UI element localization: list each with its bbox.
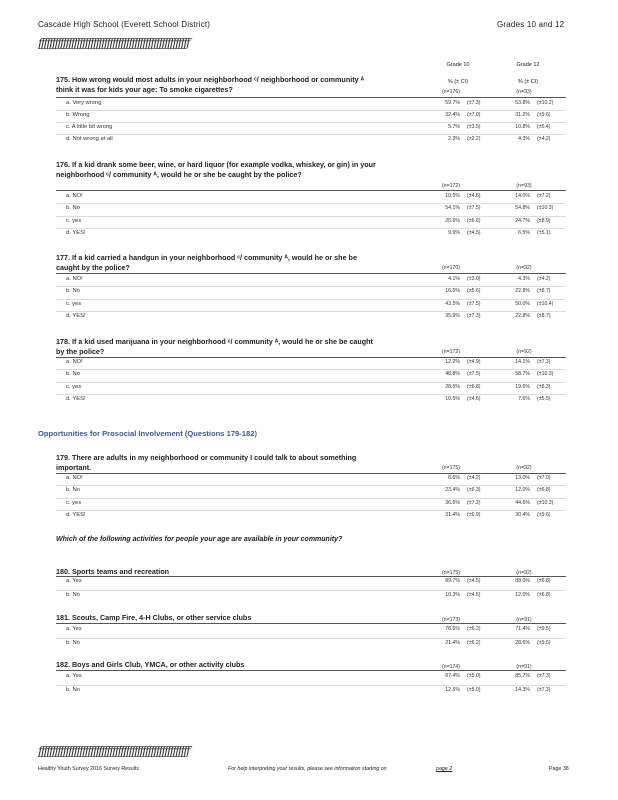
percent-grade10: 2.3% (448, 136, 460, 142)
sample-size-grade10: (n=172) (441, 349, 461, 355)
grade10-ci-header: % (± CI) (447, 79, 469, 85)
percent-grade12: 6.5% (518, 230, 530, 236)
answer-option-label: d. YES! (66, 230, 86, 236)
divider (56, 357, 566, 358)
percent-grade12: 22.8% (515, 313, 530, 319)
answer-option-label: b. No (66, 687, 80, 693)
section-heading: Opportunities for Prosocial Involvement (Questions 179-182) (38, 429, 258, 438)
percent-grade12: 58.7% (515, 371, 530, 377)
ci-grade12: (±7.3) (537, 673, 551, 679)
question-text: 177. If a kid carried a handgun in your neighborhood ᶜ/ community ᴬ, would he or she be caught by the police? (56, 253, 357, 272)
sample-size-grade12: (n=91) (516, 664, 532, 670)
ci-grade10: (±7.0) (467, 112, 481, 118)
percent-grade10: 54.1% (445, 205, 460, 211)
sample-size-grade12: (n=92) (516, 265, 532, 271)
divider (56, 623, 566, 624)
ci-grade12: (±6.4) (537, 124, 551, 130)
percent-grade12: 22.8% (515, 288, 530, 294)
ci-grade12: (±6.8) (537, 578, 551, 584)
percent-grade10: 32.4% (445, 112, 460, 118)
percent-grade12: 31.2% (515, 112, 530, 118)
divider (56, 97, 566, 98)
percent-grade12: 44.6% (515, 500, 530, 506)
percent-grade12: 24.7% (515, 218, 530, 224)
row-separator (56, 299, 566, 300)
answer-option-label: a. Yes (66, 626, 82, 632)
ci-grade10: (±6.8) (467, 384, 481, 390)
answer-option-label: a. Very wrong (66, 100, 102, 106)
percent-grade12: 12.0% (515, 487, 530, 493)
sample-size-grade12: (n=92) (516, 570, 532, 576)
percent-grade10: 59.7% (445, 100, 460, 106)
ci-grade10: (±5.0) (467, 673, 481, 679)
row-separator (56, 216, 566, 217)
footer-survey-name: Healthy Youth Survey 2016 Survey Results (38, 766, 139, 772)
ci-grade12: (±10.3) (537, 371, 554, 377)
sample-size-grade10: (n=173) (441, 617, 461, 623)
ci-grade12: (±6.8) (537, 487, 551, 493)
ci-grade10: (±5.0) (467, 687, 481, 693)
row-separator (56, 203, 566, 204)
percent-grade10: 36.6% (445, 500, 460, 506)
percent-grade12: 4.3% (518, 276, 530, 282)
ci-grade12: (±6.8) (537, 592, 551, 598)
answer-option-label: d. Not wrong at all (66, 136, 113, 142)
percent-grade10: 4.1% (448, 276, 460, 282)
question-text: 178. If a kid used marijuana in your neighborhood ᶜ/ community ᴬ, would he or she be caught by the police? (56, 337, 373, 356)
ci-grade10: (±4.5) (467, 578, 481, 584)
ci-grade10: (±7.3) (467, 313, 481, 319)
ci-grade12: (±7.3) (537, 359, 551, 365)
ci-grade12: (±8.9) (537, 218, 551, 224)
percent-grade12: 30.4% (515, 512, 530, 518)
percent-grade12: 19.6% (515, 384, 530, 390)
grade12-ci-header: % (± CI) (517, 79, 539, 85)
row-separator (56, 110, 566, 111)
question-text: 182. Boys and Girls Club, YMCA, or other activity clubs (56, 660, 245, 669)
answer-option-label: c. A little bit wrong (66, 124, 113, 130)
percent-grade10: 16.5% (445, 288, 460, 294)
percent-grade12: 85.7% (515, 673, 530, 679)
percent-grade12: 71.4% (515, 626, 530, 632)
row-separator (56, 286, 566, 287)
ci-grade10: (±5.6) (467, 288, 481, 294)
percent-grade10: 78.6% (445, 626, 460, 632)
ci-grade10: (±7.3) (467, 100, 481, 106)
ci-grade10: (±3.0) (467, 276, 481, 282)
footer-page-link[interactable]: page 2 (436, 766, 453, 772)
ci-grade10: (±4.9) (467, 359, 481, 365)
sample-size-grade12: (n=93) (516, 89, 532, 95)
footer-help-text: For help interpreting your results, please see information starting on (228, 766, 387, 772)
percent-grade10: 10.5% (445, 193, 460, 199)
footer-page-number: Page 38 (549, 766, 569, 772)
question-text: 176. If a kid drank some beer, wine, or hard liquor (for example vodka, whiskey, or gin) in your neighborhood ᶜ/ community ᴬ, would he or she be caught by the police? (56, 160, 376, 179)
ci-grade12: (±8.7) (537, 288, 551, 294)
answer-option-label: a. Yes (66, 578, 82, 584)
answer-option-label: a. Yes (66, 673, 82, 679)
percent-grade10: 89.7% (445, 578, 460, 584)
sample-size-grade10: (n=174) (441, 664, 461, 670)
question-text: 181. Scouts, Camp Fire, 4-H Clubs, or other service clubs (56, 613, 252, 622)
page-header-grades: Grades 10 and 12 (497, 20, 565, 29)
percent-grade10: 23.4% (445, 487, 460, 493)
answer-option-label: b. No (66, 205, 80, 211)
row-separator (56, 638, 566, 639)
ci-grade10: (±7.5) (467, 205, 481, 211)
ci-grade10: (±7.5) (467, 371, 481, 377)
row-separator (56, 122, 566, 123)
ci-grade10: (±6.3) (467, 487, 481, 493)
sample-size-grade12: (n=92) (516, 349, 532, 355)
ci-grade10: (±6.9) (467, 512, 481, 518)
row-separator (56, 394, 566, 395)
sample-size-grade10: (n=172) (441, 183, 461, 189)
row-separator (56, 510, 566, 511)
ci-grade10: (±6.2) (467, 626, 481, 632)
ci-grade12: (±7.0) (537, 475, 551, 481)
percent-grade12: 14.3% (515, 687, 530, 693)
percent-grade10: 9.9% (448, 230, 460, 236)
percent-grade10: 12.2% (445, 359, 460, 365)
answer-option-label: b. No (66, 487, 80, 493)
percent-grade10: 87.4% (445, 673, 460, 679)
answer-option-label: c. yes (66, 218, 82, 224)
row-separator (56, 685, 566, 686)
divider (56, 670, 566, 671)
divider (56, 190, 566, 191)
sample-size-grade10: (n=175) (441, 465, 461, 471)
sample-size-grade12: (n=91) (516, 617, 532, 623)
ci-grade10: (±7.5) (467, 301, 481, 307)
question-text: 179. There are adults in my neighborhood or community I could talk to about something important. (56, 453, 357, 472)
page-header-school: Cascade High School (Everett School District) (38, 20, 211, 29)
percent-grade10: 31.4% (445, 512, 460, 518)
percent-grade10: 10.3% (445, 592, 460, 598)
answer-option-label: a. NO! (66, 193, 83, 199)
question-text: 175. How wrong would most adults in your neighborhood ᶜ/ neighborhood or community ᴬ think it was for kids your age: To smoke cigarettes? (56, 75, 365, 94)
ci-grade10: (±6.2) (467, 640, 481, 646)
sample-size-grade12: (n=92) (516, 465, 532, 471)
ci-grade10: (±7.2) (467, 500, 481, 506)
answer-option-label: d. YES! (66, 396, 86, 402)
ci-grade12: (±10.4) (537, 301, 554, 307)
percent-grade12: 50.0% (515, 301, 530, 307)
ci-grade10: (±4.6) (467, 193, 481, 199)
ci-grade12: (±10.3) (537, 205, 554, 211)
ci-grade12: (±9.6) (537, 512, 551, 518)
ci-grade12: (±7.3) (537, 687, 551, 693)
ci-grade12: (±8.3) (537, 384, 551, 390)
ci-grade10: (±2.2) (467, 136, 481, 142)
divider (56, 473, 566, 474)
ci-grade12: (±9.5) (537, 626, 551, 632)
answer-option-label: b. No (66, 371, 80, 377)
percent-grade12: 88.0% (515, 578, 530, 584)
answer-option-label: c. yes (66, 500, 82, 506)
bottom-rule: ƒƒƒƒƒƒƒƒƒƒƒƒƒƒƒƒƒƒƒƒƒƒƒƒƒƒƒƒƒƒƒƒƒƒƒƒƒƒƒƒƒƒƒƒƒƒƒƒƒƒƒƒƒƒƒ (38, 744, 189, 758)
ci-grade12: (±4.2) (537, 276, 551, 282)
percent-grade10: 25.6% (445, 218, 460, 224)
sample-size-grade10: (n=170) (441, 265, 461, 271)
percent-grade10: 21.4% (445, 640, 460, 646)
sample-size-grade10: (n=175) (441, 570, 461, 576)
ci-grade10: (±3.5) (467, 124, 481, 130)
row-separator (56, 311, 566, 312)
activities-prompt: Which of the following activities for people your age are available in your community? (56, 536, 343, 543)
row-separator (56, 228, 566, 229)
grade12-header: Grade 12 (516, 62, 540, 68)
answer-option-label: d. YES! (66, 512, 86, 518)
percent-grade12: 28.6% (515, 640, 530, 646)
percent-grade12: 12.0% (515, 592, 530, 598)
percent-grade12: 10.8% (515, 124, 530, 130)
answer-option-label: b. No (66, 288, 80, 294)
sample-size-grade12: (n=93) (516, 183, 532, 189)
answer-option-label: a. NO! (66, 276, 83, 282)
grade10-header: Grade 10 (446, 62, 470, 68)
row-separator (56, 369, 566, 370)
percent-grade10: 28.5% (445, 384, 460, 390)
percent-grade12: 14.0% (515, 193, 530, 199)
percent-grade10: 43.5% (445, 301, 460, 307)
sample-size-grade10: (n=176) (441, 89, 461, 95)
ci-grade10: (±4.5) (467, 230, 481, 236)
percent-grade10: 10.5% (445, 396, 460, 402)
ci-grade10: (±4.6) (467, 396, 481, 402)
percent-grade12: 7.6% (518, 396, 530, 402)
row-separator (56, 382, 566, 383)
ci-grade12: (±8.7) (537, 313, 551, 319)
top-rule: ƒƒƒƒƒƒƒƒƒƒƒƒƒƒƒƒƒƒƒƒƒƒƒƒƒƒƒƒƒƒƒƒƒƒƒƒƒƒƒƒƒƒƒƒƒƒƒƒƒƒƒƒƒƒƒ (38, 36, 189, 50)
ci-grade12: (±10.2) (537, 100, 554, 106)
question-text: 180. Sports teams and recreation (56, 567, 170, 576)
percent-grade12: 14.1% (515, 359, 530, 365)
answer-option-label: a. NO! (66, 359, 83, 365)
row-separator (56, 498, 566, 499)
ci-grade12: (±9.5) (537, 640, 551, 646)
answer-option-label: b. No (66, 640, 80, 646)
answer-option-label: b. No (66, 592, 80, 598)
answer-option-label: a. NO! (66, 475, 83, 481)
percent-grade12: 13.0% (515, 475, 530, 481)
ci-grade12: (±7.2) (537, 193, 551, 199)
percent-grade12: 53.8% (515, 100, 530, 106)
row-separator (56, 134, 566, 135)
ci-grade12: (±5.5) (537, 396, 551, 402)
percent-grade10: 35.9% (445, 313, 460, 319)
ci-grade12: (±10.3) (537, 500, 554, 506)
ci-grade12: (±5.1) (537, 230, 551, 236)
divider (56, 273, 566, 274)
percent-grade12: 4.3% (518, 136, 530, 142)
row-separator (56, 590, 566, 591)
row-separator (56, 485, 566, 486)
ci-grade12: (±4.2) (537, 136, 551, 142)
ci-grade10: (±4.2) (467, 475, 481, 481)
answer-option-label: c. yes (66, 301, 82, 307)
answer-option-label: c. yes (66, 384, 82, 390)
percent-grade10: 5.7% (448, 124, 460, 130)
divider (56, 576, 566, 577)
percent-grade10: 8.6% (448, 475, 460, 481)
percent-grade12: 54.8% (515, 205, 530, 211)
ci-grade10: (±4.5) (467, 592, 481, 598)
ci-grade10: (±6.6) (467, 218, 481, 224)
answer-option-label: b. Wrong (66, 112, 90, 118)
answer-option-label: d. YES! (66, 313, 86, 319)
percent-grade10: 48.8% (445, 371, 460, 377)
ci-grade12: (±9.6) (537, 112, 551, 118)
percent-grade10: 12.6% (445, 687, 460, 693)
